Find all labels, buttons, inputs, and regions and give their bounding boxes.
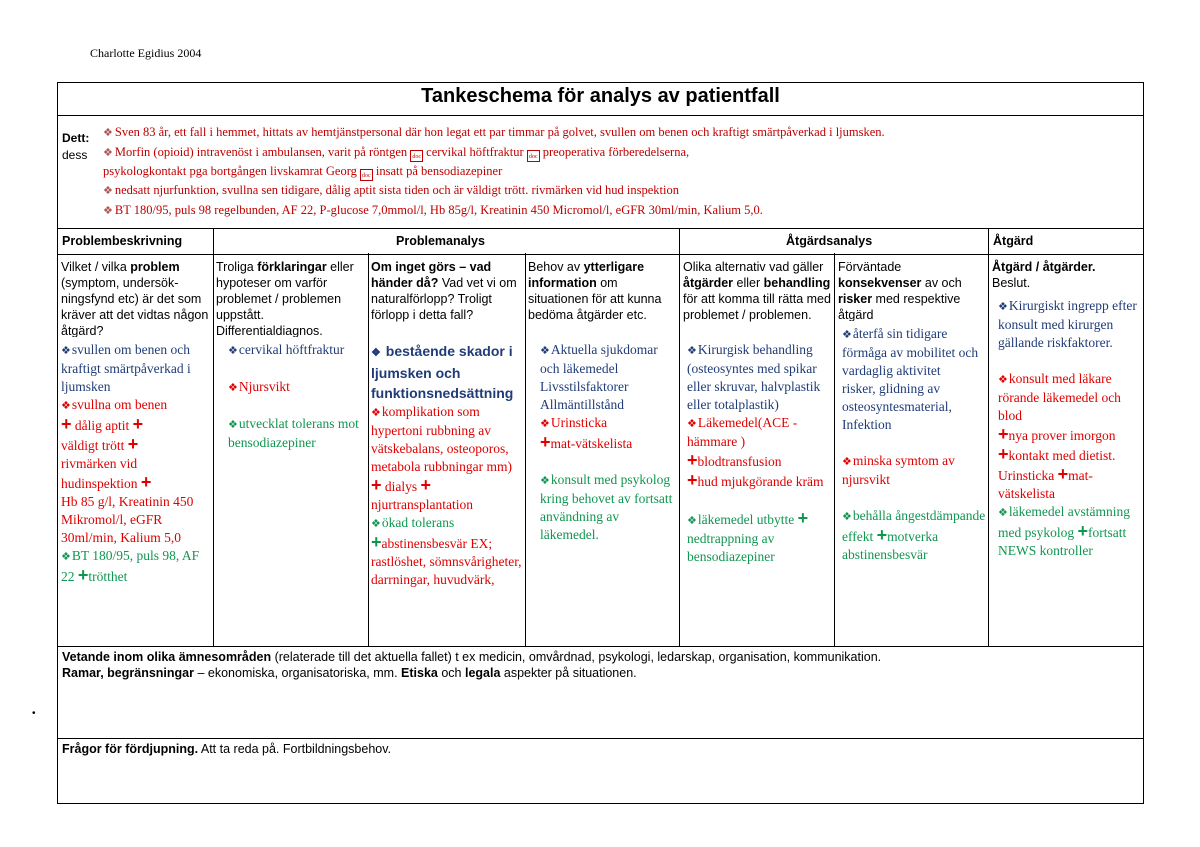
diamond-icon: ❖ bbox=[540, 475, 550, 487]
column-consequences bbox=[838, 259, 986, 564]
plus-icon: + bbox=[420, 475, 432, 495]
case-line: psykologkontakt pga bortgången livskamrat Georg bbox=[103, 164, 357, 178]
answer-item: motverka abstinensbesvär bbox=[842, 529, 939, 562]
column-question: Behov av ytterligare information om situationen för att kunna bedöma åtgärder etc. bbox=[528, 260, 662, 322]
column-information bbox=[528, 259, 678, 544]
knowledge-section: Vetande inom olika ämnesområden (relaterade till det aktuella fallet) t ex medicin, omvårdnad, psykologi, ledarskap, organisation, kommunikation. Ramar, begränsningar – ekonomiska, organisatoriska, mm. Etiska och legala aspekter på situationen. bbox=[58, 646, 1143, 738]
answer-item: bestående skador i ljumsken och funktionsnedsättning bbox=[371, 343, 514, 401]
plus-icon: + bbox=[998, 444, 1009, 464]
answer-item: nya prover imorgon bbox=[1008, 428, 1116, 443]
stray-mark: • bbox=[32, 708, 36, 719]
diamond-icon: ❖ bbox=[228, 382, 238, 394]
document-icon: doc bbox=[527, 150, 540, 162]
answer-item: väldigt trött bbox=[61, 438, 125, 453]
plus-icon: + bbox=[998, 424, 1009, 444]
column-action bbox=[992, 259, 1140, 560]
answer-item: Aktuella sjukdomar och läkemedel Livsstilsfaktorer Allmäntillstånd bbox=[540, 342, 658, 412]
diamond-icon: ❖ bbox=[371, 518, 381, 530]
plus-icon: + bbox=[687, 450, 698, 470]
plus-icon: + bbox=[1077, 521, 1089, 541]
column-alternatives bbox=[683, 259, 831, 566]
answer-item: minska symtom av njursvikt bbox=[842, 453, 955, 487]
questions-section: Frågor för fördjupning. Att ta reda på. Fortbildningsbehov. bbox=[58, 738, 1143, 802]
diamond-icon: ❖ bbox=[998, 507, 1008, 519]
case-line: cervikal höftfraktur bbox=[426, 144, 524, 159]
plus-icon: + bbox=[1057, 464, 1069, 484]
column-divider bbox=[525, 253, 526, 646]
plus-icon: + bbox=[371, 532, 382, 552]
column-question: Åtgärd / åtgärder. Beslut. bbox=[992, 260, 1096, 290]
case-description bbox=[103, 123, 1133, 220]
diamond-icon: ❖ bbox=[103, 127, 113, 139]
plus-icon: + bbox=[876, 525, 888, 545]
answer-item: läkemedel utbytte bbox=[697, 512, 795, 527]
plus-icon: + bbox=[797, 508, 809, 528]
case-line: preoperativa förberedelserna, bbox=[542, 144, 690, 159]
answer-item: BT 180/95, puls 98, AF 22 bbox=[61, 548, 200, 584]
answer-item: svullna om benen bbox=[71, 397, 168, 412]
column-header-row bbox=[58, 228, 1143, 255]
diamond-icon: ❖ bbox=[998, 301, 1008, 313]
answer-item: blodtransfusion bbox=[697, 454, 782, 469]
column-answers bbox=[61, 341, 211, 586]
column-answers bbox=[992, 297, 1140, 560]
diamond-icon: ❖ bbox=[687, 345, 697, 357]
column-question: Om inget görs – vad händer då? Vad vet vi om naturalförlopp? Troligt förlopp i detta fall? bbox=[371, 260, 517, 322]
column-prognosis bbox=[371, 259, 523, 639]
answer-item: trötthet bbox=[88, 569, 128, 584]
header-action-analysis: Åtgärdsanalys bbox=[786, 234, 873, 248]
header-problem: Problembeskrivning bbox=[62, 234, 183, 248]
plus-icon: + bbox=[77, 565, 89, 585]
answer-item: Hb 85 g/l, Kreatinin 450 Mikromol/l, eGFR 30ml/min, Kalium 5,0 bbox=[61, 494, 194, 545]
column-question: Förväntade konsekvenser av och risker med respektive åtgärd bbox=[838, 260, 962, 321]
column-question: Olika alternativ vad gäller åtgärder eller behandling för att komma till rätta med problemet / problemen. bbox=[683, 260, 831, 322]
case-line: Morfin (opioid) intravenöst i ambulansen, varit på röntgen bbox=[114, 144, 408, 159]
diamond-icon: ❖ bbox=[371, 347, 381, 359]
answer-item: abstinensbesvär EX; rastlöshet, sömnsvårigheter, darrningar, huvudvärk, bbox=[371, 536, 522, 587]
diamond-icon: ❖ bbox=[998, 374, 1008, 386]
answer-item: fortsatt NEWS kontroller bbox=[998, 525, 1127, 558]
document-icon: doc bbox=[360, 169, 373, 181]
column-divider bbox=[213, 228, 214, 646]
diamond-icon: ❖ bbox=[687, 418, 697, 430]
answer-item: konsult med läkare rörande läkemedel och blod bbox=[998, 371, 1121, 423]
answer-item: komplikation som hypertoni rubbning av vätskebalans, osteoporos, metabola rubbningar mm) bbox=[371, 404, 512, 474]
plus-icon: + bbox=[540, 432, 551, 452]
answer-item: Kirurgisk behandling (osteosyntes med spikar eller skruvar, halvplastik eller totalplastik) bbox=[687, 342, 821, 412]
answer-item: kontakt med dietist. bbox=[1008, 448, 1116, 463]
answer-item: dialys bbox=[384, 479, 418, 494]
column-answers bbox=[683, 341, 831, 566]
diamond-icon: ❖ bbox=[540, 418, 550, 430]
column-divider bbox=[679, 228, 680, 646]
case-line: nedsatt njurfunktion, svullna sen tidigare, dålig aptit sista tiden och är väldigt trött. rivmärken vid hud inspektion bbox=[114, 183, 680, 197]
diamond-icon: ❖ bbox=[371, 407, 381, 419]
diamond-icon: ❖ bbox=[103, 185, 113, 197]
page-title: Tankeschema för analys av patientfall bbox=[421, 85, 780, 107]
diamond-icon: ❖ bbox=[540, 345, 550, 357]
diamond-icon: ❖ bbox=[103, 204, 113, 217]
answer-item: hud mjukgörande kräm bbox=[697, 474, 824, 489]
answer-item: Urinsticka bbox=[998, 468, 1055, 483]
column-answers bbox=[216, 341, 366, 452]
column-divider bbox=[988, 228, 989, 646]
plus-icon: + bbox=[371, 475, 382, 495]
column-question: Vilket / vilka problem (symptom, undersök-ningsfynd etc) är det som kräver att det vidtas någon åtgärd? bbox=[61, 260, 209, 337]
answer-item: svullen om benen och kraftigt smärtpåverkad i ljumsken bbox=[61, 342, 191, 394]
diamond-icon: ❖ bbox=[842, 511, 852, 523]
diamond-icon: ❖ bbox=[61, 345, 71, 357]
answer-item: Kirurgiskt ingrepp efter konsult med kirurgen gällande riskfaktorer. bbox=[998, 298, 1137, 350]
answer-item: utvecklat tolerans mot bensodiazepiner bbox=[228, 416, 359, 450]
column-problem bbox=[61, 259, 211, 586]
diamond-icon: ❖ bbox=[103, 146, 113, 159]
diamond-icon: ❖ bbox=[228, 419, 238, 431]
header-analysis: Problemanalys bbox=[396, 234, 485, 248]
answer-item: mat-vätskelista bbox=[550, 436, 633, 451]
case-line: Sven 83 år, ett fall i hemmet, hittats av hemtjänstpersonal där hon legat ett par timmar på golvet, svullen om benen och kraftigt smärtpåverkad i ljumsken. bbox=[114, 125, 885, 139]
title-divider bbox=[58, 115, 1143, 116]
answer-item: ökad tolerans bbox=[381, 515, 455, 530]
column-explanations bbox=[216, 259, 366, 452]
case-line: insatt på bensodiazepiner bbox=[375, 164, 503, 178]
plus-icon: + bbox=[127, 434, 139, 454]
column-divider bbox=[834, 253, 835, 646]
answer-item: mat-vätskelista bbox=[998, 468, 1093, 501]
plus-icon: + bbox=[140, 472, 152, 492]
author-note: Charlotte Egidius 2004 bbox=[90, 46, 202, 60]
column-divider bbox=[368, 253, 369, 646]
header-action: Åtgärd bbox=[993, 234, 1034, 248]
diamond-icon: ❖ bbox=[842, 456, 852, 468]
answer-item: Njursvikt bbox=[238, 379, 290, 394]
diamond-icon: ❖ bbox=[228, 345, 238, 357]
answer-item: Läkemedel(ACE -hämmare ) bbox=[687, 415, 798, 449]
plus-icon: + bbox=[61, 414, 72, 434]
column-answers bbox=[528, 341, 678, 544]
diamond-icon: ❖ bbox=[61, 551, 71, 563]
answer-item: behålla ångestdämpande effekt bbox=[842, 508, 986, 544]
diamond-icon: ❖ bbox=[687, 515, 697, 527]
column-question: Troliga förklaringar eller hypoteser om varför problemet / problemen uppstått. Differentialdiagnos. bbox=[216, 260, 354, 337]
column-answers bbox=[371, 341, 523, 639]
answer-item: läkemedel avstämning med psykolog bbox=[998, 504, 1130, 540]
plus-icon: + bbox=[687, 470, 698, 490]
plus-icon: + bbox=[132, 414, 144, 434]
document-icon: doc bbox=[410, 150, 423, 162]
column-answers bbox=[838, 325, 986, 564]
case-line: BT 180/95, puls 98 regelbunden, AF 22, P-glucose 7,0mmol/l, Hb 85g/l, Kreatinin 450 Micromol/l, eGFR 30ml/min, Kalium 5,0. bbox=[114, 202, 763, 217]
answer-item: njurtransplantation bbox=[371, 497, 473, 512]
diamond-icon: ❖ bbox=[842, 329, 852, 341]
diamond-icon: ❖ bbox=[61, 400, 71, 412]
answer-item: dålig aptit bbox=[74, 418, 130, 433]
case-label: Dett: dess bbox=[62, 131, 90, 162]
answer-item: nedtrappning av bensodiazepiner bbox=[687, 531, 775, 564]
answer-item: risker, glidning av osteosyntesmaterial, Infektion bbox=[842, 381, 952, 432]
answer-item: konsult med psykolog kring behovet av fortsatt användning av läkemedel. bbox=[540, 472, 673, 542]
analysis-sheet bbox=[57, 82, 1144, 804]
answer-item: återfå sin tidigare förmåga av mobilitet och vardaglig aktivitet bbox=[842, 326, 979, 378]
answer-item: rivmärken vid hudinspektion bbox=[61, 456, 138, 491]
answer-item: cervikal höftfraktur bbox=[238, 342, 345, 357]
answer-item: Urinsticka bbox=[550, 415, 608, 430]
